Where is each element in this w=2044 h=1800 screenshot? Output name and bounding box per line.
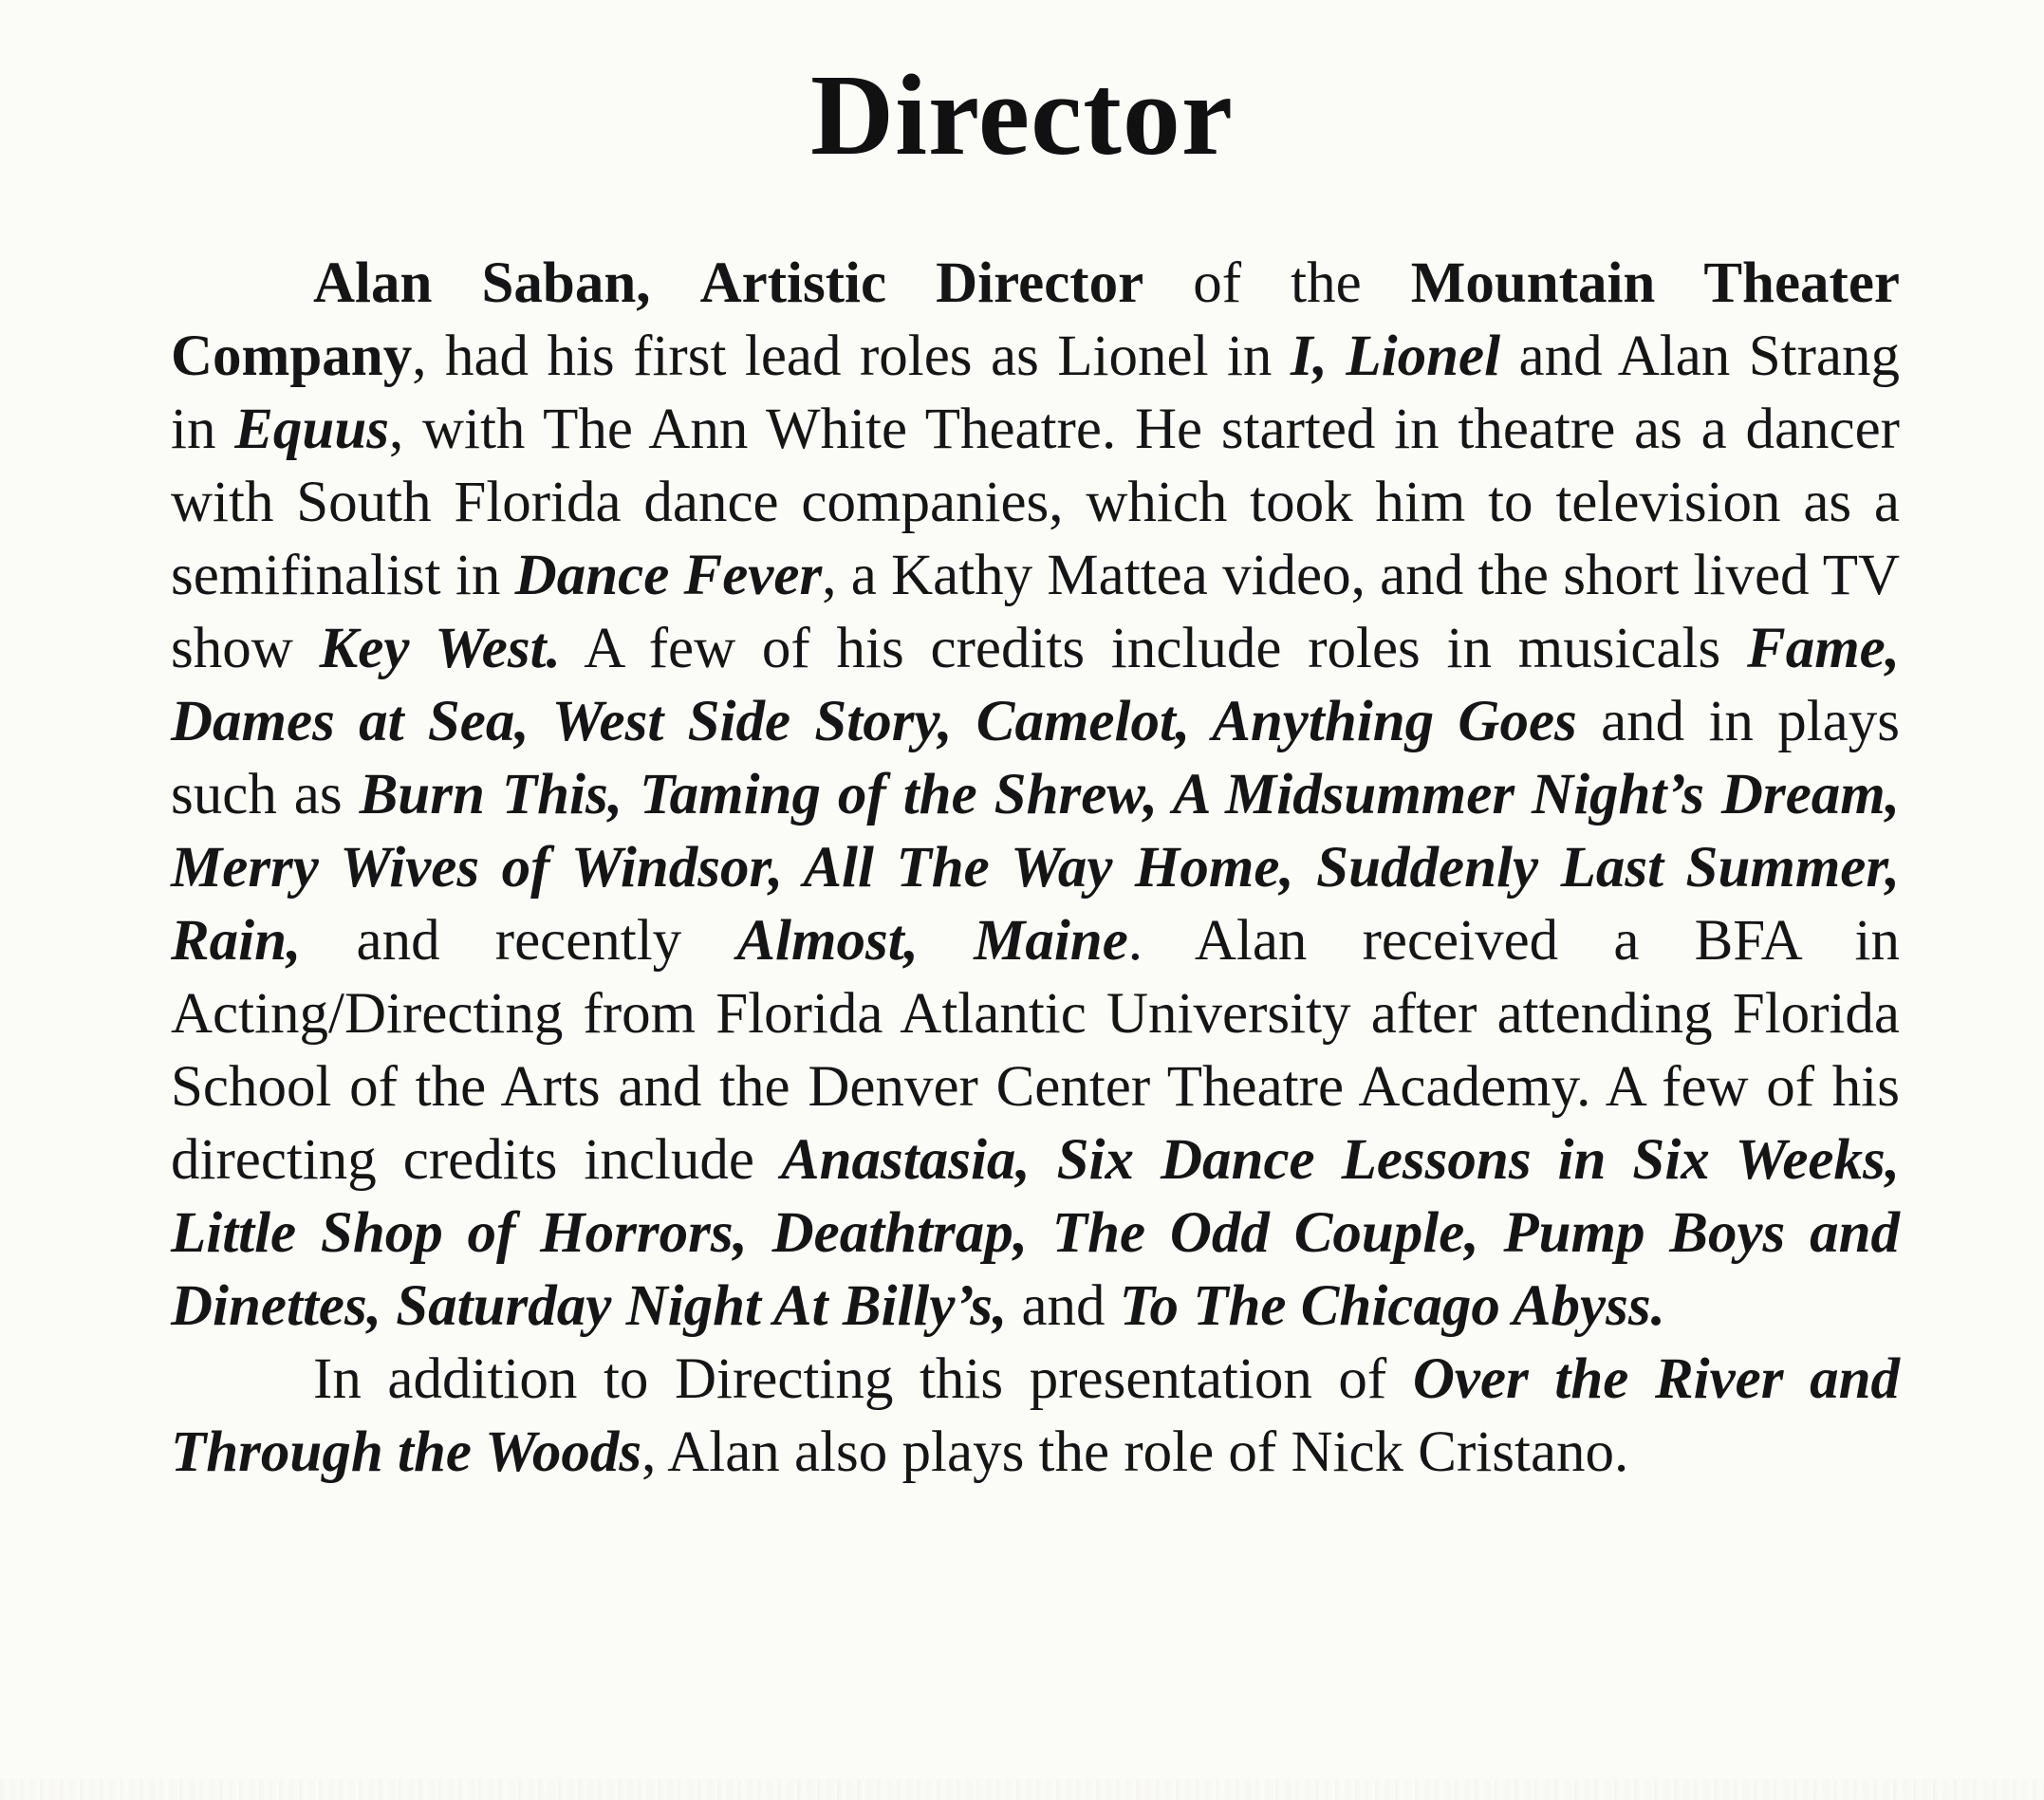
show-title-run: To The Chicago Abyss. [1119, 1274, 1665, 1338]
bio-paragraph [171, 247, 1900, 1343]
show-title-run: Over the River and Through the Woods [171, 1347, 1900, 1484]
text-run: , with The Ann White Theatre. He started in theatre as a dancer with South Florida dance companies, which took him to television as a semifinalist in [171, 398, 1900, 607]
text-run: A few of his credits include roles in musicals [560, 617, 1748, 680]
show-title-run: Anastasia, Six Dance Lessons in Six Weeks, Little Shop of Horrors, Deathtrap, The Odd Couple, Pump Boys and Dinettes, Saturday Night At Billy’s, [171, 1128, 1900, 1338]
bold-text-run: Artistic Director [699, 251, 1144, 315]
bold-text-run: Mountain Theater Company [171, 251, 1900, 388]
show-title-run: Fame, Dames at Sea, West Side Story, Camelot, Anything Goes [171, 617, 1900, 753]
text-run: , a Kathy Mattea video, and the short lived TV show [171, 544, 1901, 680]
text-run: . Alan received a BFA in Acting/Directing from Florida Atlantic University after attending Florida School of the Arts and the Denver Center Theatre Academy. A few of his directing credits include [171, 909, 1900, 1192]
text-run: and Alan Strang in [171, 325, 1901, 461]
text-run: , Alan also plays the role of Nick Cristano. [641, 1420, 1629, 1484]
text-run: of the [1143, 251, 1411, 315]
show-title-run: Equus [234, 398, 389, 461]
text-run: In addition to Directing this presentation of [313, 1347, 1413, 1411]
text-run [651, 251, 700, 315]
scanned-program-page [0, 49, 2044, 1800]
document-body [171, 247, 1900, 1489]
show-title-run: Burn This, Taming of the Shrew, A Midsummer Night’s Dream, Merry Wives of Windsor, All The Way Home, Suddenly Last Summer, Rain, [171, 763, 1900, 973]
bold-text-run: Alan Saban, [313, 251, 651, 315]
show-title-run: Key West. [319, 617, 561, 680]
show-title-run: Dance Fever [514, 544, 823, 607]
text-run: and recently [301, 909, 737, 973]
text-run: and in plays such as [171, 690, 1900, 826]
page-title: Director [809, 51, 1235, 179]
show-title-run: Almost, Maine [736, 909, 1128, 973]
text-run: and [1007, 1274, 1120, 1338]
scan-edge-noise [0, 1779, 2044, 1800]
show-title-run: I, Lionel [1290, 325, 1501, 388]
text-run: , had his first lead roles as Lionel in [412, 325, 1291, 388]
closing-paragraph [171, 1343, 1900, 1489]
